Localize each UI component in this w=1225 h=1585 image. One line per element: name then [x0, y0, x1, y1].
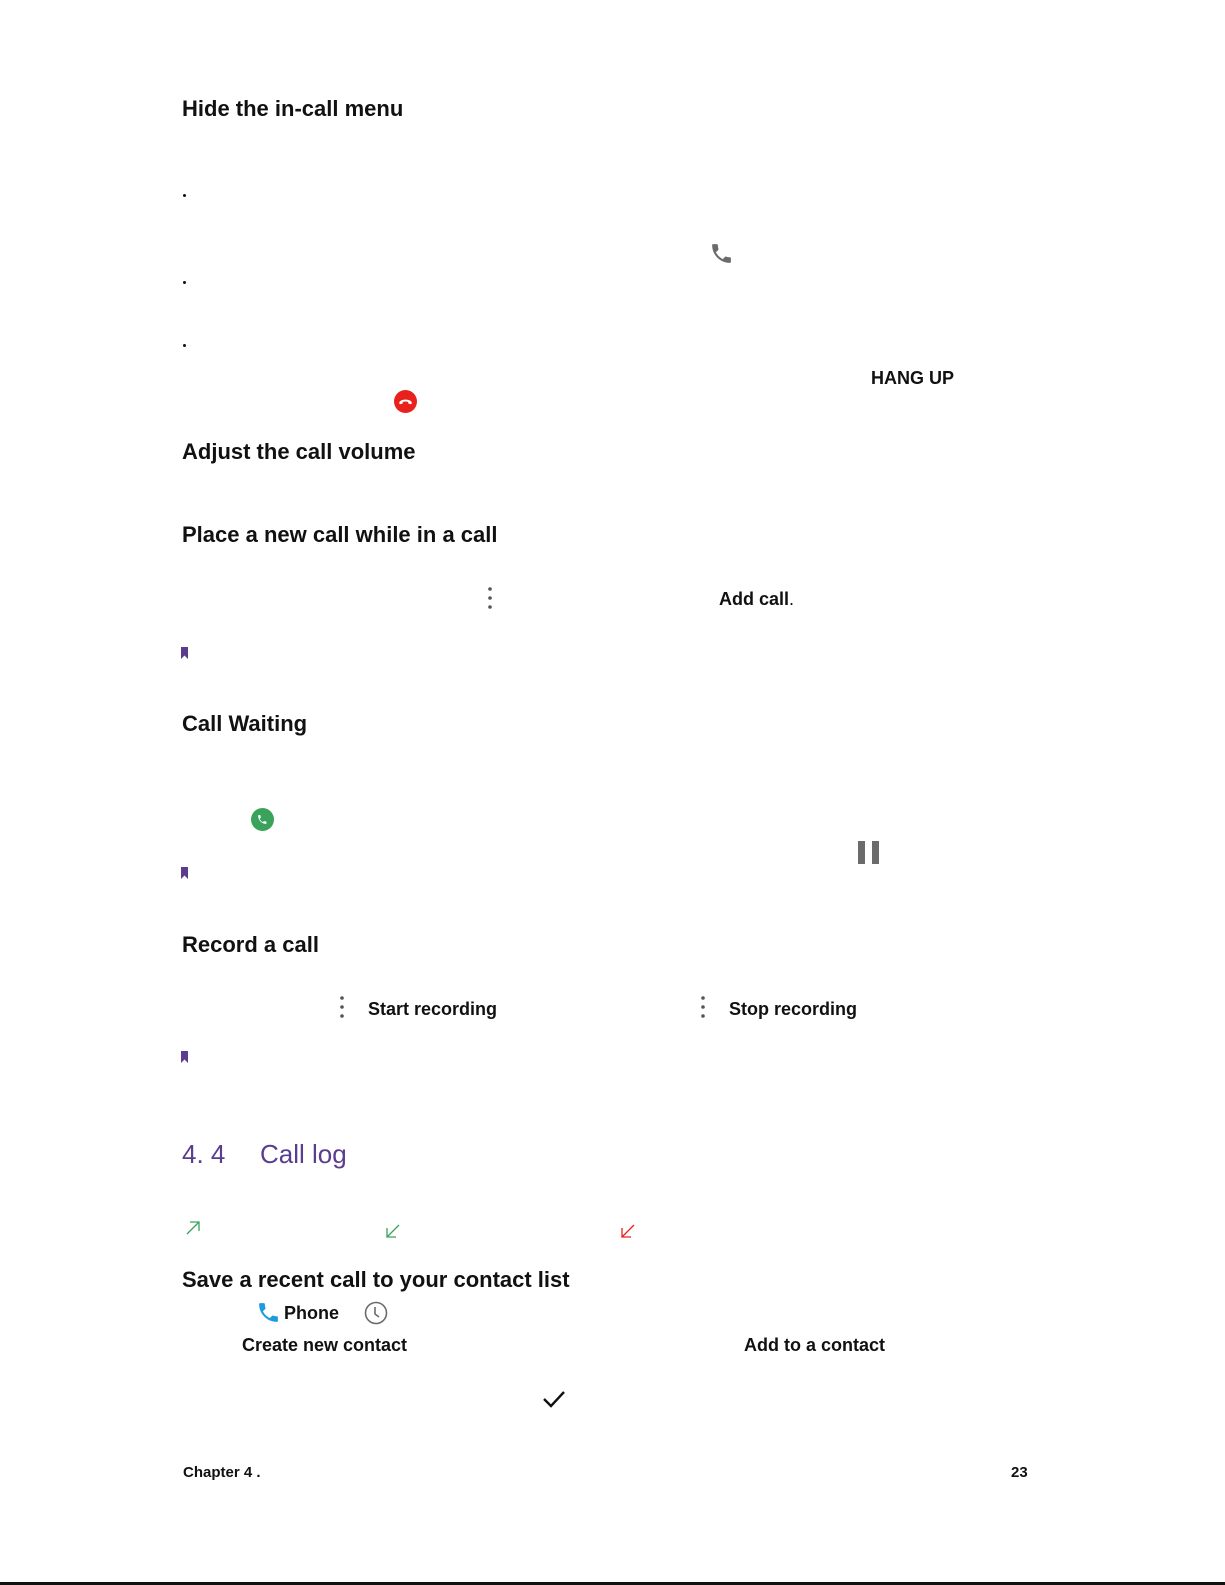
heading-save-recent-call: Save a recent call to your contact list: [182, 1267, 570, 1292]
more-vertical-icon: [698, 995, 708, 1021]
missed-call-icon: [619, 1222, 637, 1240]
section-title: Call log: [260, 1139, 347, 1169]
more-vertical-icon: [485, 586, 495, 612]
add-to-contact-label: Add to a contact: [744, 1335, 886, 1355]
stop-recording-label: Stop recording: [729, 999, 858, 1019]
bookmark-icon: [181, 867, 188, 879]
bookmark-icon: [181, 1051, 188, 1063]
create-new-contact-label: Create new contact: [242, 1335, 408, 1355]
pause-icon: [858, 841, 879, 864]
heading-hide-in-call-menu: Hide the in-call menu: [182, 96, 404, 121]
add-call-label: Add call.: [719, 589, 795, 609]
heading-adjust-call-volume: Adjust the call volume: [182, 439, 416, 464]
bullet: [183, 344, 186, 347]
heading-record-call: Record a call: [182, 932, 319, 957]
phone-app-icon: [256, 1300, 281, 1325]
bullet: [183, 281, 186, 284]
answer-call-icon: [251, 808, 274, 831]
checkmark-icon: [542, 1389, 566, 1409]
hang-up-label: HANG UP: [871, 368, 955, 388]
section-number: 4. 4: [182, 1139, 226, 1169]
bullet: [183, 194, 186, 197]
phone-app-label: Phone: [284, 1303, 340, 1323]
more-vertical-icon: [337, 995, 347, 1021]
footer-page-number: 23: [1011, 1464, 1028, 1481]
incoming-call-icon: [384, 1222, 402, 1240]
heading-place-new-call: Place a new call while in a call: [182, 522, 498, 547]
heading-call-waiting: Call Waiting: [182, 711, 308, 736]
clock-icon: [364, 1301, 388, 1325]
end-call-icon: [394, 390, 417, 413]
bookmark-icon: [181, 647, 188, 659]
footer-chapter: Chapter 4 .: [183, 1464, 261, 1481]
start-recording-label: Start recording: [368, 999, 498, 1019]
outgoing-call-icon: [184, 1219, 202, 1237]
phone-icon: [709, 241, 734, 266]
